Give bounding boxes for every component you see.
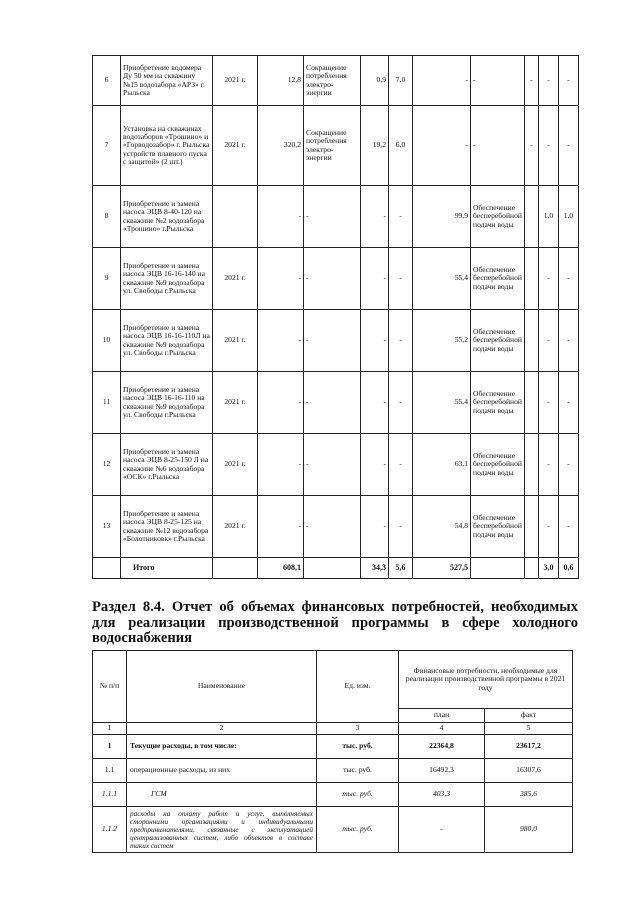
row-effect: - [304,372,361,434]
row-plan: 16492,3 [399,759,485,783]
row-value-6: - [538,56,558,106]
row-value-4: Обеспечение бесперебойной подачи воды [471,310,525,372]
row-value-2: - [389,186,413,248]
row-num: 1 [93,735,127,759]
row-value-7: - [558,496,578,558]
row-value-3: - [413,56,471,106]
finance-row [93,759,573,783]
row-name: Приобретение и замена насоса ЭЦВ 8-40-120 на скважине №2 водозабора «Трошино» г.Рыльска [121,186,213,248]
projects-table [92,55,579,579]
row-value-7: - [558,106,578,186]
row-number: 6 [93,56,121,106]
index-cell: 2 [127,723,317,735]
row-effect: Сокращение потребления электро-энергии [304,106,361,186]
row-effect: Сокращение потребления электро-энергии [304,56,361,106]
header-needs: Финансовые потребности, необходимые для реализации производственной программы в 2021 году [399,651,573,709]
row-effect: - [304,248,361,310]
row-value-3: 54,8 [413,496,471,558]
index-cell: 3 [317,723,399,735]
total-v2: 5,6 [389,558,413,579]
header-fact: факт [485,709,573,723]
finance-row [93,783,573,807]
row-num: 1.1 [93,759,127,783]
table-row [93,186,579,248]
row-name: Приобретение и замена насоса ЭЦВ 8-25-125 на скважине №12 водозабора «Болотниковк» г.Рыльска [121,496,213,558]
row-value-1: - [361,434,389,496]
row-name: Приобретение и замена насоса ЭЦВ 8-25-150 Л на скважине №6 водозабора «ОСК» г.Рыльска [121,434,213,496]
row-plan: - [399,807,485,853]
header-plan: план [399,709,485,723]
row-value-1: 0,9 [361,56,389,106]
row-value-3: 55,4 [413,248,471,310]
row-cost: 320,2 [258,106,304,186]
row-value-7: - [558,248,578,310]
row-value-1: - [361,496,389,558]
index-cell: 1 [93,723,127,735]
row-year: 2021 г. [213,310,258,372]
row-cost: 12,8 [258,56,304,106]
row-number: 12 [93,434,121,496]
row-plan: 22364,8 [399,735,485,759]
index-cell: 5 [485,723,573,735]
row-fact: 980,0 [485,807,573,853]
row-value-3: - [413,106,471,186]
row-name: Приобретение и замена насоса ЭЦВ 16-16-140 на скважине №9 водозабора ул. Свободы г.Рыльска [121,248,213,310]
row-year: 2021 г. [213,496,258,558]
row-value-1: - [361,310,389,372]
finance-row [93,735,573,759]
row-value-5: - [524,106,538,186]
row-number: 13 [93,496,121,558]
row-value-4: Обеспечение бесперебойной подачи воды [471,186,525,248]
total-cost: 608,1 [258,558,304,579]
row-cost: - [258,372,304,434]
row-name: Приобретение водомера Ду 50 мм на скважину №15 водозабора «АРЗ» г. Рыльска [121,56,213,106]
finance-table [92,650,573,853]
total-label: Итого [121,558,213,579]
section-heading: Раздел 8.4. Отчет об объемах финансовых потребностей, необходимых для реализации производственной программы в сфере холодного водоснабжения [92,599,578,647]
row-value-2: - [389,372,413,434]
row-name: Приобретение и замена насоса ЭЦВ 16-16-110 на скважине №9 водозабора ул. Свободы г.Рыльска [121,372,213,434]
table-row [93,496,579,558]
row-fact: 385,6 [485,783,573,807]
row-value-1: - [361,186,389,248]
row-value-2: 7,0 [389,56,413,106]
row-name: Приобретение и замена насоса ЭЦВ 16-16-110Л на скважине №9 водозабора ул. Свободы г.Рыльска [121,310,213,372]
row-value-1: 19,2 [361,106,389,186]
row-value-6: 1,0 [538,186,558,248]
row-year: 2021 г. [213,434,258,496]
row-value-7: - [558,56,578,106]
row-fact: 23617,2 [485,735,573,759]
row-year [213,186,258,248]
row-year: 2021 г. [213,248,258,310]
row-year: 2021 г. [213,106,258,186]
row-value-2: - [389,434,413,496]
row-value-4: - [471,106,525,186]
row-name: расходы на оплату работ и услуг, выполняемых сторонними организациями и индивидуальными предпринимателями, связанные с эксплуатацией централизованных систем, либо объектов в составе таких систем [127,807,317,853]
row-number: 8 [93,186,121,248]
row-value-4: Обеспечение бесперебойной подачи воды [471,248,525,310]
row-value-3: 55,2 [413,310,471,372]
row-num: 1.1.1 [93,783,127,807]
row-value-4: Обеспечение бесперебойной подачи воды [471,434,525,496]
row-cost: - [258,186,304,248]
row-value-1: - [361,248,389,310]
row-value-2: - [389,248,413,310]
row-value-6: - [538,248,558,310]
row-unit: тыс. руб. [317,759,399,783]
total-v3: 527,5 [413,558,471,579]
index-row [93,723,573,735]
row-value-6: - [538,310,558,372]
row-value-7: 1,0 [558,186,578,248]
row-year: 2021 г. [213,372,258,434]
row-value-3: 99,9 [413,186,471,248]
row-fact: 16307,6 [485,759,573,783]
table-row [93,310,579,372]
row-name: Установка на скважинах водозаборов «Трошино» и «Горводозабор» г. Рыльска устройств плавного пуска с защитой» (2 шт.) [121,106,213,186]
row-value-4: - [471,56,525,106]
row-effect: - [304,496,361,558]
row-number: 11 [93,372,121,434]
row-number: 9 [93,248,121,310]
row-value-5 [524,372,538,434]
row-value-4: Обеспечение бесперебойной подачи воды [471,372,525,434]
row-value-1: - [361,372,389,434]
row-value-7: - [558,434,578,496]
row-cost: - [258,434,304,496]
row-plan: 403,3 [399,783,485,807]
row-value-6: - [538,434,558,496]
row-value-5 [524,248,538,310]
header-unit: Ед. изм. [317,651,399,723]
row-name: операционные расходы, из них [127,759,317,783]
row-value-2: - [389,496,413,558]
row-value-3: 63,1 [413,434,471,496]
finance-row [93,807,573,853]
table-row [93,248,579,310]
row-number: 10 [93,310,121,372]
row-value-6: - [538,106,558,186]
row-value-2: 6,0 [389,106,413,186]
row-num: 1.1.2 [93,807,127,853]
table-row [93,372,579,434]
row-value-6: - [538,496,558,558]
row-effect: - [304,310,361,372]
row-unit: тыс. руб. [317,735,399,759]
total-v1: 34,3 [361,558,389,579]
row-year: 2021 г. [213,56,258,106]
row-value-7: - [558,372,578,434]
row-cost: - [258,496,304,558]
row-unit: тыс. руб. [317,783,399,807]
row-cost: - [258,310,304,372]
row-value-5 [524,496,538,558]
row-cost: - [258,248,304,310]
total-v7: 0,6 [558,558,578,579]
header-name: Наименование [127,651,317,723]
row-value-5: - [524,56,538,106]
total-row [93,558,579,579]
row-name: ГСМ [127,783,317,807]
row-unit: тыс. руб. [317,807,399,853]
row-name: Текущие расходы, в том числе: [127,735,317,759]
row-value-6: - [538,372,558,434]
table-row [93,56,579,106]
row-effect: - [304,186,361,248]
row-number: 7 [93,106,121,186]
header-num: № п/п [93,651,127,723]
row-value-5 [524,434,538,496]
total-v6: 3,0 [538,558,558,579]
row-value-7: - [558,310,578,372]
row-value-2: - [389,310,413,372]
table-row [93,106,579,186]
row-value-3: 55,4 [413,372,471,434]
row-value-5 [524,310,538,372]
row-effect: - [304,434,361,496]
index-cell: 4 [399,723,485,735]
row-value-4: Обеспечение бесперебойной подачи воды [471,496,525,558]
table-row [93,434,579,496]
row-value-5 [524,186,538,248]
